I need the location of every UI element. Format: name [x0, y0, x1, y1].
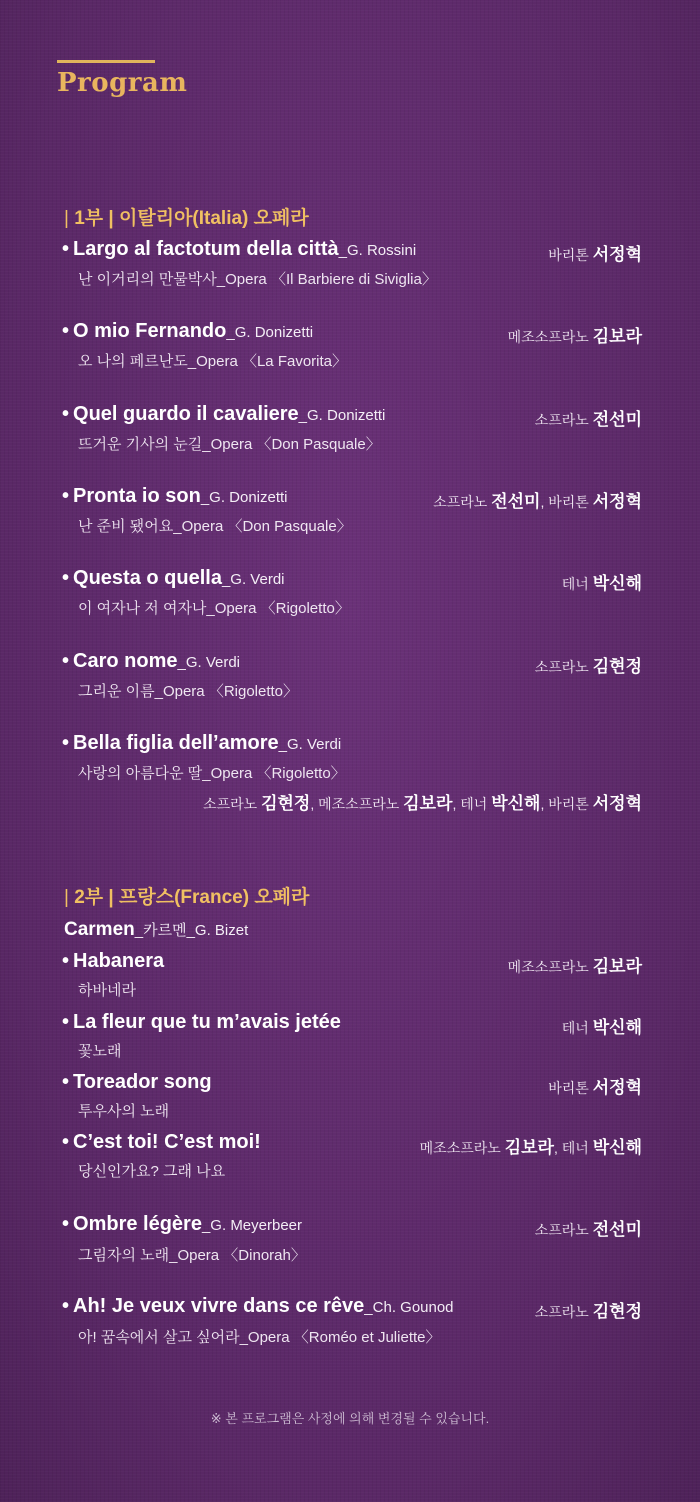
program-item-title: • Ombre légère_G. Meyerbeer: [62, 1213, 303, 1235]
section-heading-part1: | 1부 | 이탈리아(Italia) 오페라: [64, 208, 309, 229]
composer: _Ch. Gounod: [364, 1299, 454, 1316]
performer: 메조소프라노 김보라: [507, 957, 642, 976]
performer: 소프라노 전선미: [534, 1220, 642, 1239]
performer: 바리톤 서정혁: [548, 245, 642, 264]
program-item-title: • Caro nome_G. Verdi: [62, 650, 241, 672]
program-item-subtitle: 난 이거리의 만물박사_Opera 〈Il Barbiere di Siviglia〉: [78, 271, 437, 288]
program-item-subtitle: 뜨거운 기사의 눈길_Opera 〈Don Pasquale〉: [78, 436, 381, 453]
program-item-subtitle: 아! 꿈속에서 살고 싶어라_Opera 〈Roméo et Juliette〉: [78, 1329, 441, 1346]
composer: _G. Donizetti: [200, 489, 288, 506]
section-heading-part2: | 2부 | 프랑스(France) 오페라: [64, 887, 310, 908]
performer: 테너 박신해: [561, 574, 642, 593]
program-item-title: • Ah! Je veux vivre dans ce rêve_Ch. Gounod: [62, 1295, 454, 1317]
work-title: Carmen_카르멘_G. Bizet: [64, 919, 249, 940]
program-item-title: • Questa o quella_G. Verdi: [62, 567, 285, 589]
composer: _G. Meyerbeer: [201, 1217, 303, 1234]
performer: 바리톤 서정혁: [548, 1078, 642, 1097]
program-item-title: • Habanera: [62, 950, 165, 972]
program-item-subtitle: 당신인가요? 그래 나요: [78, 1163, 226, 1180]
performer: 소프라노 전선미: [534, 410, 642, 429]
footnote: ※ 본 프로그램은 사정에 의해 변경될 수 있습니다.: [210, 1411, 490, 1426]
performer: 소프라노 김현정: [534, 657, 642, 676]
page-title: Program: [57, 68, 188, 98]
program-item-subtitle: 꽃노래: [78, 1043, 122, 1060]
performer: 메조소프라노 김보라, 테너 박신해: [419, 1138, 642, 1157]
header-rule: [57, 60, 155, 63]
program-item-subtitle: 그리운 이름_Opera 〈Rigoletto〉: [78, 683, 299, 700]
program-item-subtitle: 사랑의 아름다운 딸_Opera 〈Rigoletto〉: [78, 765, 346, 782]
composer: _카르멘_G. Bizet: [134, 922, 249, 939]
program-item-title: • Largo al factotum della città_G. Rossini: [62, 238, 417, 260]
program-item-title: • Quel guardo il cavaliere_G. Donizetti: [62, 403, 386, 425]
program-item-title: • C’est toi! C’est moi!: [62, 1131, 261, 1153]
program-item-subtitle: 투우사의 노래: [78, 1103, 170, 1120]
program-item-subtitle: 그림자의 노래_Opera 〈Dinorah〉: [78, 1247, 306, 1264]
program-item-subtitle: 이 여자나 저 여자나_Opera 〈Rigoletto〉: [78, 600, 350, 617]
program-item-subtitle: 오 나의 페르난도_Opera 〈La Favorita〉: [78, 353, 348, 370]
composer: _G. Donizetti: [298, 407, 386, 424]
performer: 테너 박신해: [561, 1018, 642, 1037]
composer: _G. Rossini: [338, 242, 417, 259]
program-item-title: • Pronta io son_G. Donizetti: [62, 485, 288, 507]
performer: 소프라노 김현정, 메조소프라노 김보라, 테너 박신해, 바리톤 서정혁: [203, 794, 642, 813]
program-item-title: • Bella figlia dell’amore_G. Verdi: [62, 732, 342, 754]
performer: 소프라노 전선미, 바리톤 서정혁: [433, 492, 642, 511]
composer: _G. Verdi: [221, 571, 285, 588]
program-item-subtitle: 하바네라: [78, 982, 136, 999]
composer: _G. Verdi: [278, 736, 342, 753]
performer: 소프라노 김현정: [534, 1302, 642, 1321]
composer: _G. Donizetti: [226, 324, 314, 341]
program-item-title: • Toreador song: [62, 1071, 212, 1093]
program-item-title: • O mio Fernando_G. Donizetti: [62, 320, 314, 342]
composer: _G. Verdi: [177, 654, 241, 671]
program-item-subtitle: 난 준비 됐어요_Opera 〈Don Pasquale〉: [78, 518, 352, 535]
program-item-title: • La fleur que tu m’avais jetée: [62, 1011, 341, 1033]
performer: 메조소프라노 김보라: [507, 327, 642, 346]
